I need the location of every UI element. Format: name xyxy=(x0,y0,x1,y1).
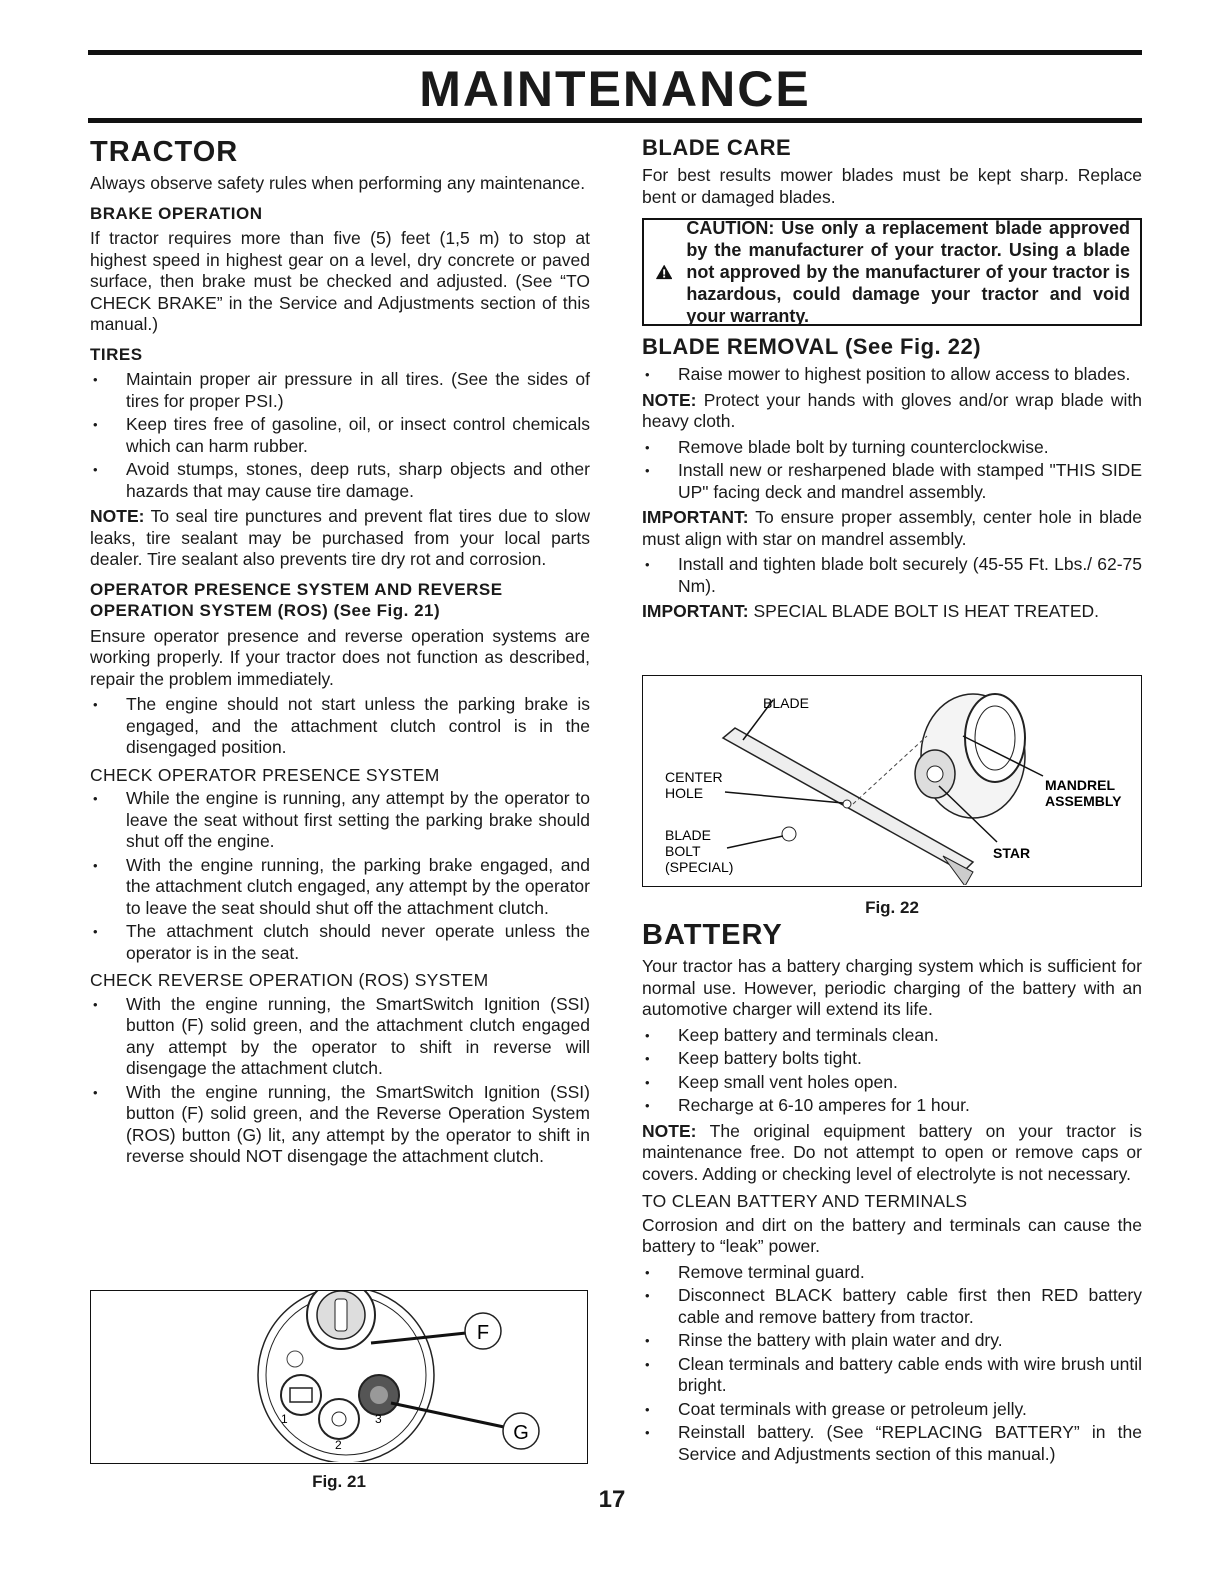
battery-button-icon xyxy=(281,1375,321,1415)
list-item: • With the engine running, the SmartSwitch Ignition (SSI) button (F) solid green, and the Reverse Operation System (ROS) button (G) lit, any attempt by the operator to shift in reverse should NOT disengage the attachment clutch. xyxy=(90,1082,590,1168)
caution-box xyxy=(642,218,1142,326)
blade-removal-list-2 xyxy=(642,437,1142,504)
check-ops-heading: CHECK OPERATOR PRESENCE SYSTEM xyxy=(90,764,440,785)
list-item: • Coat terminals with grease or petroleum jelly. xyxy=(642,1399,1142,1421)
right-column xyxy=(642,135,1142,627)
tires-list xyxy=(90,369,590,502)
important-label: IMPORTANT: xyxy=(642,601,749,621)
blade-removal-heading: BLADE REMOVAL (See Fig. 22) xyxy=(642,334,982,359)
note-label: NOTE: xyxy=(642,1120,697,1141)
top-rule xyxy=(88,50,1142,55)
list-item: • Keep battery bolts tight. xyxy=(642,1048,1142,1070)
label-star: STAR xyxy=(993,845,1031,861)
list-item: • The engine should not start unless the parking brake is engaged, and the attachment clutch control is in the disengaged position. xyxy=(90,694,590,759)
check-ros-heading: CHECK REVERSE OPERATION (ROS) SYSTEM xyxy=(90,970,489,990)
ignition-panel-illustration xyxy=(91,1291,586,1462)
bolt-icon xyxy=(782,827,796,841)
ops-intro: Ensure operator presence and reverse operation systems are working properly. If your tractor does not function as described, repair the problem immediately. xyxy=(90,625,590,689)
figure-22 xyxy=(642,675,1142,887)
label-center: CENTER xyxy=(665,769,723,785)
page-title: MAINTENANCE xyxy=(419,61,811,117)
list-item: • Maintain proper air pressure in all tires. (See the sides of tires for proper PSI.) xyxy=(90,369,590,412)
list-item: • With the engine running, the parking brake engaged, and the attachment clutch engaged, any attempt by the operator to leave the seat should shut off the attachment clutch. xyxy=(90,855,590,920)
list-item: • Disconnect BLACK battery cable first then RED battery cable and remove battery from tractor. xyxy=(642,1285,1142,1328)
list-item: • Install and tighten blade bolt securely (45-55 Ft. Lbs./ 62-75 Nm). xyxy=(642,554,1142,597)
list-item: • Remove terminal guard. xyxy=(642,1262,1142,1284)
list-item: • Recharge at 6-10 amperes for 1 hour. xyxy=(642,1095,1142,1117)
list-item: • Keep battery and terminals clean. xyxy=(642,1025,1142,1047)
tires-note xyxy=(90,506,590,571)
label-1: 1 xyxy=(281,1412,288,1426)
title-underline xyxy=(88,118,1142,123)
list-item: • Avoid stumps, stones, deep ruts, sharp objects and other hazards that may cause tire damage. xyxy=(90,459,590,502)
label-special: (SPECIAL) xyxy=(665,859,734,875)
light-button-icon xyxy=(319,1399,359,1439)
battery-note xyxy=(642,1121,1142,1186)
blade-removal-list-3 xyxy=(642,554,1142,597)
pulley-icon xyxy=(965,694,1025,782)
note-text: The original equipment battery on your tractor is maintenance free. Do not attempt to open or remove caps or covers. Adding or checking level of electrolyte is not necessary. xyxy=(642,1120,1142,1184)
ops-heading: OPERATOR PRESENCE SYSTEM AND REVERSE OPERATION SYSTEM (ROS) (See Fig. 21) xyxy=(90,579,503,620)
label-g: G xyxy=(513,1422,529,1444)
battery-heading: BATTERY xyxy=(642,919,783,951)
label-f: F xyxy=(476,1322,490,1344)
note-text: Protect your hands with gloves and/or wrap blade with heavy cloth. xyxy=(642,389,1142,431)
left-column xyxy=(90,135,590,1172)
clean-battery-text: Corrosion and dirt on the battery and terminals can cause the battery to “leak” power. xyxy=(642,1214,1142,1256)
check-ros-list xyxy=(90,994,590,1168)
important-1 xyxy=(642,507,1142,550)
label-assembly: ASSEMBLY xyxy=(1045,793,1122,809)
important-label: IMPORTANT: xyxy=(642,507,749,527)
caution-text: CAUTION: Use only a replacement blade approved by the manufacturer of your tractor. Using a blade not approved by the manufacturer of your tractor is hazardous, could damage your tractor and void your warranty. xyxy=(686,218,1130,326)
note-label: NOTE: xyxy=(90,506,145,526)
clean-battery-list xyxy=(642,1262,1142,1466)
label-blade-bolt: BLADE xyxy=(665,827,711,843)
list-item: • Raise mower to highest position to allow access to blades. xyxy=(642,364,1142,386)
important-text: SPECIAL BLADE BOLT IS HEAT TREATED. xyxy=(748,601,1100,621)
list-item: • Keep small vent holes open. xyxy=(642,1072,1142,1094)
list-item: • With the engine running, the SmartSwitch Ignition (SSI) button (F) solid green, and the attachment clutch engaged any attempt by the operator to shift in reverse will disengage the attachment clutch. xyxy=(90,994,590,1080)
figure-21 xyxy=(90,1290,588,1464)
list-item: • While the engine is running, any attempt by the operator to leave the seat without first setting the parking brake should shut off the engine. xyxy=(90,788,590,853)
list-item: • Rinse the battery with plain water and dry. xyxy=(642,1330,1142,1352)
blade-removal-note xyxy=(642,390,1142,433)
gear-icon xyxy=(287,1351,303,1367)
list-item: • Remove blade bolt by turning counterclockwise. xyxy=(642,437,1142,459)
label-mandrel: MANDREL xyxy=(1045,777,1115,793)
blade-care-text: For best results mower blades must be kept sharp. Replace bent or damaged blades. xyxy=(642,165,1142,207)
note-text: To seal tire punctures and prevent flat tires due to slow leaks, tire sealant may be purchased from your local parts dealer. Tire sealant also prevents tire dry rot and corrosion. xyxy=(90,506,590,569)
battery-text: Your tractor has a battery charging system which is sufficient for normal use. However, periodic charging of the battery with an automotive charger will extend its life. xyxy=(642,956,1142,1019)
clean-battery-heading: TO CLEAN BATTERY AND TERMINALS xyxy=(642,1191,968,1211)
important-text: To ensure proper assembly, center hole in blade must align with star on mandrel assembly. xyxy=(642,507,1142,549)
list-item: • Clean terminals and battery cable ends with wire brush until bright. xyxy=(642,1354,1142,1397)
brake-heading: BRAKE OPERATION xyxy=(90,203,263,223)
label-3: 3 xyxy=(375,1412,382,1426)
blade-removal-list-1 xyxy=(642,364,1142,386)
blade-care-heading: BLADE CARE xyxy=(642,135,792,160)
label-bolt: BOLT xyxy=(665,843,701,859)
check-ops-list xyxy=(90,788,590,964)
tires-heading: TIRES xyxy=(90,344,143,364)
note-label: NOTE: xyxy=(642,389,697,410)
fig22-caption: Fig. 22 xyxy=(865,898,919,917)
ops-list xyxy=(90,694,590,759)
label-hole: HOLE xyxy=(665,785,704,801)
page-number: 17 xyxy=(598,1486,626,1513)
blade-assembly-illustration xyxy=(643,676,1140,885)
warning-triangle-icon xyxy=(656,241,672,303)
fig21-caption: Fig. 21 xyxy=(312,1472,366,1491)
list-item: • Reinstall battery. (See “REPLACING BATTERY” in the Service and Adjustments section of this manual.) xyxy=(642,1422,1142,1465)
tractor-heading: TRACTOR xyxy=(90,136,239,168)
important-2 xyxy=(642,601,1142,623)
tractor-intro: Always observe safety rules when performing any maintenance. xyxy=(90,173,586,193)
battery-section xyxy=(642,918,1142,1469)
label-2: 2 xyxy=(335,1438,342,1452)
label-blade: BLADE xyxy=(763,695,809,711)
list-item: • Install new or resharpened blade with stamped "THIS SIDE UP" facing deck and mandrel assembly. xyxy=(642,460,1142,503)
list-item: • Keep tires free of gasoline, oil, or insect control chemicals which can harm rubber. xyxy=(90,414,590,457)
battery-list xyxy=(642,1025,1142,1117)
list-item: • The attachment clutch should never operate unless the operator is in the seat. xyxy=(90,921,590,964)
brake-text: If tractor requires more than five (5) feet (1,5 m) to stop at highest speed in highest gear on a level, dry concrete or paved surface, then brake must be checked and adjusted. (See “TO CHECK BRAKE” in the Service and Adjustments section of this manual.) xyxy=(90,228,590,334)
